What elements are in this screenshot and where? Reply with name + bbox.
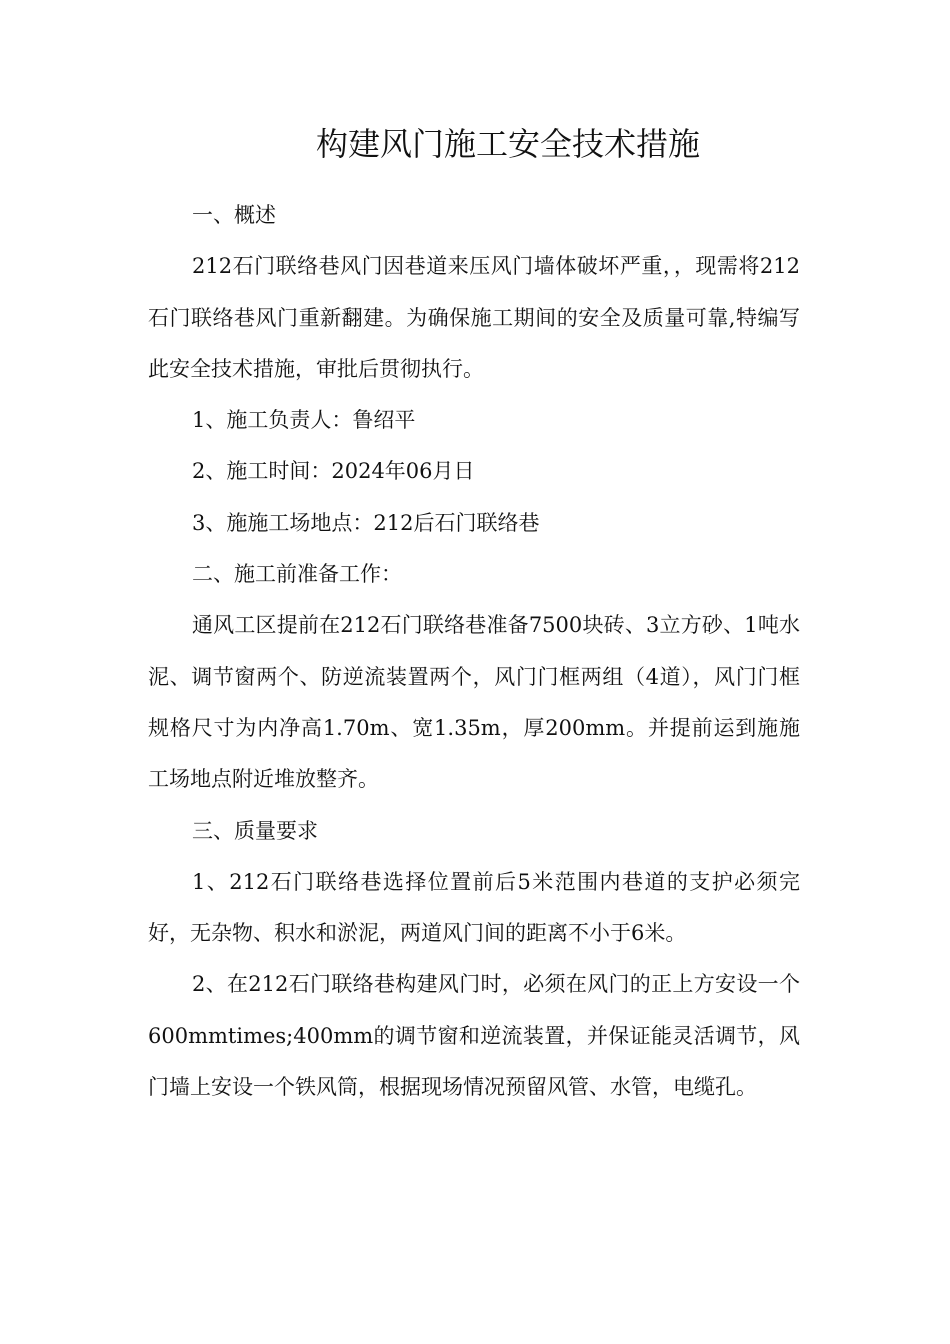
document-body <box>148 190 800 1113</box>
section-heading-preparation: 二、施工前准备工作： <box>192 562 402 587</box>
preparation-paragraph: 通风工区提前在212石门联络巷准备7500块砖、3立方砂、1吨水泥、调节窗两个、防逆流装置两个，风门门框两组（4道），风门门框规格尺寸为内净高1.70m、宽1.35m，厚200mm。并提前运到施施工场地点附近堆放整齐。 <box>148 613 800 792</box>
section-heading-quality: 三、质量要求 <box>192 818 318 843</box>
section-heading-overview: 一、概述 <box>192 203 276 227</box>
quality-requirement-1: 1、212石门联络巷选择位置前后5米范围内巷道的支护必须完好，无杂物、积水和淤泥，两道风门间的距离不小于6米。 <box>148 869 800 946</box>
construction-supervisor: 1、施工负责人：鲁绍平 <box>192 408 416 433</box>
document-title: 构建风门施工安全技术措施 <box>315 125 700 163</box>
quality-requirement-2: 2、在212石门联络巷构建风门时，必须在风门的正上方安设一个600mmtimes;400mm的调节窗和逆流装置，并保证能灵活调节，风门墙上安设一个铁风筒，根据现场情况预留风管、水管，电缆孔。 <box>148 972 800 1100</box>
construction-location: 3、施施工场地点：212后石门联络巷 <box>192 510 540 535</box>
overview-paragraph: 212石门联络巷风门因巷道来压风门墙体破坏严重，，现需将212石门联络巷风门重新翻建。为确保施工期间的安全及质量可靠,特编写此安全技术措施，审批后贯彻执行。 <box>148 254 800 381</box>
construction-time: 2、施工时间：2024年06月日 <box>192 459 475 484</box>
